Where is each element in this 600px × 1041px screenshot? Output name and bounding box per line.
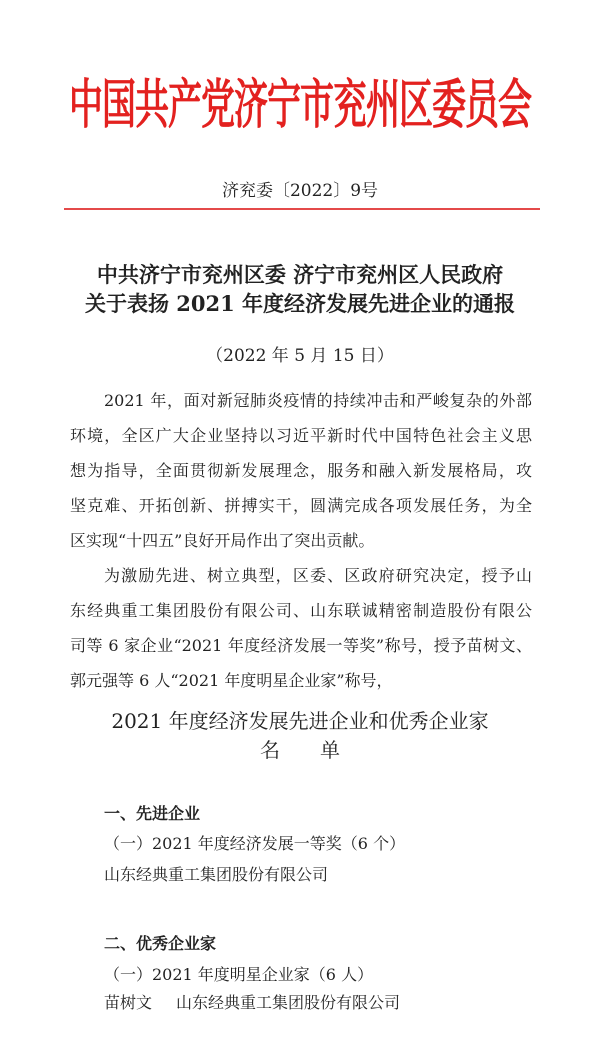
- notice-title-line2: 关于表扬 2021 年度经济发展先进企业的通报: [84, 291, 516, 316]
- paragraph-line: 为激励先进、树立典型，区委、区政府研究决定，授予山: [104, 566, 532, 585]
- list-item: 山东经典重工集团股份有限公司: [104, 865, 329, 884]
- list-item-name: 苗树文: [104, 993, 153, 1012]
- paragraph-line: 坚克难、开拓创新、拼搏实干，圆满完成各项发展任务，为全: [70, 496, 532, 515]
- list-item-company: 山东经典重工集团股份有限公司: [176, 993, 401, 1012]
- paragraph-line: 东经典重工集团股份有限公司、山东联诚精密制造股份有限公: [70, 601, 532, 620]
- subsection-heading: （一）2021 年度经济发展一等奖（6 个）: [104, 834, 406, 853]
- paragraph-line: 司等 6 家企业“2021 年度经济发展一等奖”称号，授予苗树文、: [70, 636, 532, 655]
- red-divider: [64, 208, 540, 210]
- list-title-line1: 2021 年度经济发展先进企业和优秀企业家: [111, 709, 489, 733]
- section-heading: 二、优秀企业家: [104, 934, 217, 953]
- section-heading: 一、先进企业: [104, 804, 201, 823]
- paragraph-line: 郭元强等 6 人“2021 年度明星企业家”称号，: [70, 671, 393, 690]
- notice-date: （2022 年 5 月 15 日）: [206, 346, 394, 366]
- paragraph-line: 想为指导，全面贯彻新发展理念，服务和融入新发展格局，攻: [70, 461, 532, 480]
- issuer-header: 中国共产党济宁市兖州区委员会: [69, 74, 531, 137]
- notice-title-line1: 中共济宁市兖州区委 济宁市兖州区人民政府: [96, 262, 504, 287]
- paragraph-line: 环境，全区广大企业坚持以习近平新时代中国特色社会主义思: [70, 426, 532, 445]
- paragraph-line: 区实现“十四五”良好开局作出了突出贡献。: [70, 531, 375, 550]
- document-number: 济兖委〔2022〕9号: [221, 181, 379, 201]
- paragraph-line: 2021 年，面对新冠肺炎疫情的持续冲击和严峻复杂的外部: [104, 391, 532, 410]
- list-title-line2: 名 单: [260, 738, 340, 762]
- subsection-heading: （一）2021 年度明星企业家（6 人）: [104, 965, 374, 984]
